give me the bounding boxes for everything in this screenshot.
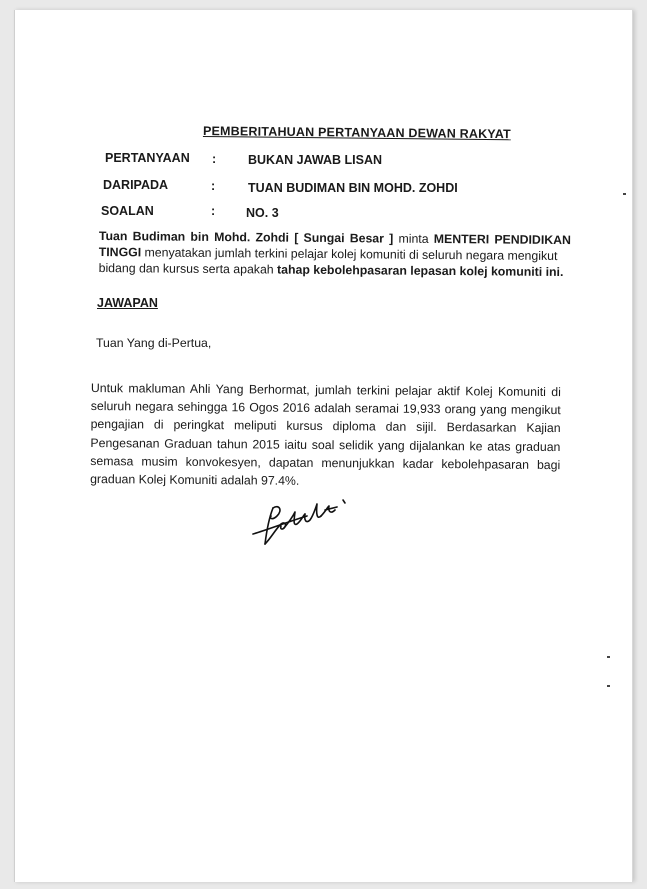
field-colon-pertanyaan: : (212, 152, 217, 166)
question-minister-cont: TINGGI (98, 244, 142, 260)
scan-speck (623, 193, 626, 195)
question-body: menyatakan jumlah terkini pelajar kolej komuniti di seluruh negara mengikut (141, 245, 558, 264)
question-line-3 (99, 260, 571, 280)
signature-image (247, 494, 359, 554)
question-asker: Tuan Budiman bin Mohd. Zohdi [ Sungai Besar ] (98, 228, 394, 246)
question-paragraph (99, 228, 571, 280)
question-minister: MENTERI PENDIDIKAN (433, 231, 571, 248)
field-label-daripada: DARIPADA (103, 178, 169, 192)
document-title: PEMBERITAHUAN PERTANYAAN DEWAN RAKYAT (202, 124, 511, 142)
answer-line: semasa musim konvokesyen, dapatan menunjukkan kadar kebolehpasaran bagi (90, 453, 561, 472)
answer-line: seluruh negara sehingga 16 Ogos 2016 adalah seramai 19,933 orang yang mengikut (90, 399, 561, 418)
field-label-pertanyaan: PERTANYAAN (105, 151, 190, 165)
field-value-pertanyaan: BUKAN JAWAB LISAN (248, 153, 383, 167)
field-colon-soalan: : (211, 204, 216, 218)
answer-line: Pengesanan Graduan tahun 2015 iaitu soal selidik yang dijalankan ke atas graduan (90, 435, 561, 454)
scan-speck (607, 656, 610, 658)
answer-line: pengajian di peringkat meliputi kursus diploma dan sijil. Berdasarkan Kajian (90, 417, 561, 436)
field-value-soalan: NO. 3 (246, 206, 279, 220)
document-page (14, 10, 633, 882)
question-emphasis: tahap kebolehpasaran lepasan kolej komuniti ini. (277, 262, 564, 280)
question-connector: minta (393, 231, 434, 246)
field-value-daripada: TUAN BUDIMAN BIN MOHD. ZOHDI (248, 181, 458, 195)
answer-line: graduan Kolej Komuniti adalah 97.4%. (90, 472, 300, 488)
question-body-cont: bidang dan kursus serta apakah (98, 260, 278, 277)
answer-paragraph (90, 379, 561, 492)
scan-speck (607, 685, 610, 687)
salutation: Tuan Yang di-Pertua, (96, 336, 212, 350)
answer-heading: JAWAPAN (97, 296, 158, 310)
answer-line: Untuk makluman Ahli Yang Berhormat, jumlah terkini pelajar aktif Kolej Komuniti di (90, 380, 561, 400)
field-label-soalan: SOALAN (101, 204, 154, 218)
field-colon-daripada: : (211, 179, 216, 193)
